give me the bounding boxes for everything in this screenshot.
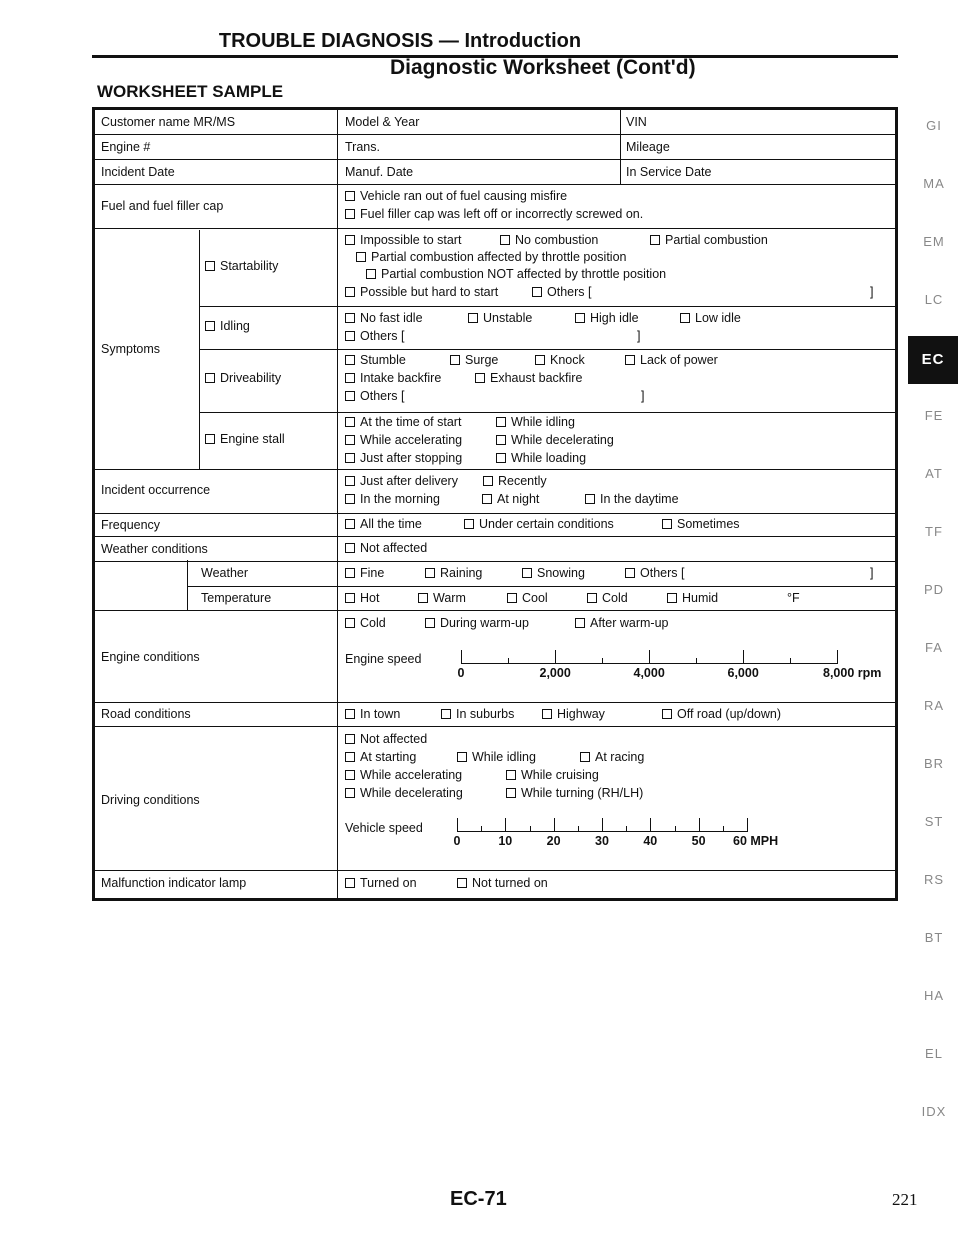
scale-tick-label: 0 bbox=[453, 834, 461, 848]
checkbox[interactable] bbox=[506, 770, 516, 780]
row-line bbox=[95, 726, 895, 727]
scale-major-tick bbox=[649, 650, 650, 664]
checkbox[interactable] bbox=[575, 618, 585, 628]
row-line bbox=[187, 586, 895, 587]
dc-accelerating: While accelerating bbox=[345, 768, 462, 783]
scale-major-tick bbox=[461, 650, 462, 664]
dc-not-affected: Not affected bbox=[345, 732, 427, 747]
driveability-label: Driveability bbox=[205, 371, 281, 386]
vin-label: VIN bbox=[626, 115, 647, 129]
checkbox[interactable] bbox=[345, 568, 355, 578]
mil-label: Malfunction indicator lamp bbox=[101, 876, 247, 890]
checkbox[interactable] bbox=[500, 235, 510, 245]
checkbox[interactable] bbox=[450, 355, 460, 365]
row-line bbox=[95, 702, 895, 703]
symptom-sub-divider bbox=[199, 230, 200, 470]
scale-tick-label: 10 bbox=[498, 834, 513, 848]
startability-label: Startability bbox=[205, 259, 278, 274]
temp-warm: Warm bbox=[418, 591, 466, 606]
stall-idling: While idling bbox=[496, 415, 575, 430]
scale-minor-tick bbox=[790, 658, 791, 664]
scale-major-tick bbox=[650, 818, 651, 832]
road-suburbs: In suburbs bbox=[441, 707, 514, 722]
checkbox[interactable] bbox=[345, 618, 355, 628]
weather-others: Others [ bbox=[625, 566, 684, 581]
mil-off: Not turned on bbox=[457, 876, 548, 891]
checkbox[interactable] bbox=[345, 878, 355, 888]
scale-major-tick bbox=[602, 818, 603, 832]
scale-major-tick bbox=[555, 650, 556, 664]
row-line bbox=[199, 412, 895, 413]
checkbox[interactable] bbox=[507, 593, 517, 603]
drive-surge: Surge bbox=[450, 353, 498, 368]
drive-stumble: Stumble bbox=[345, 353, 406, 368]
side-tab-em[interactable]: EM bbox=[923, 234, 945, 249]
start-partial-affected: Partial combustion affected by throttle position bbox=[356, 250, 626, 265]
checkbox[interactable] bbox=[345, 287, 355, 297]
checkbox[interactable] bbox=[345, 191, 355, 201]
checkbox[interactable] bbox=[345, 734, 355, 744]
scale-tick-label: 6,000 bbox=[727, 666, 759, 680]
section-title: WORKSHEET SAMPLE bbox=[97, 82, 284, 101]
checkbox[interactable] bbox=[535, 355, 545, 365]
side-tab-ec[interactable]: EC bbox=[908, 336, 958, 384]
weather-conditions-label: Weather conditions bbox=[101, 542, 208, 556]
checkbox[interactable] bbox=[587, 593, 597, 603]
occ-recently: Recently bbox=[483, 474, 547, 489]
drive-lack-power: Lack of power bbox=[625, 353, 718, 368]
weather-sub-divider bbox=[187, 560, 188, 610]
occ-delivery: Just after delivery bbox=[345, 474, 458, 489]
checkbox[interactable] bbox=[205, 373, 215, 383]
checkbox[interactable] bbox=[650, 235, 660, 245]
fuel-option-misfire: Vehicle ran out of fuel causing misfire bbox=[345, 189, 567, 204]
stall-accelerating: While accelerating bbox=[345, 433, 462, 448]
fuel-cap-label: Fuel and fuel filler cap bbox=[101, 199, 224, 213]
engine-stall-label: Engine stall bbox=[205, 432, 285, 447]
checkbox[interactable] bbox=[345, 593, 355, 603]
checkbox[interactable] bbox=[345, 770, 355, 780]
checkbox[interactable] bbox=[345, 752, 355, 762]
checkbox[interactable] bbox=[457, 878, 467, 888]
mileage-label: Mileage bbox=[626, 140, 670, 154]
start-others-close: ] bbox=[870, 285, 874, 299]
scale-major-tick bbox=[505, 818, 506, 832]
row-line bbox=[95, 184, 895, 185]
checkbox[interactable] bbox=[585, 494, 595, 504]
weather-label: Weather bbox=[201, 566, 249, 580]
checkbox[interactable] bbox=[482, 494, 492, 504]
checkbox[interactable] bbox=[522, 568, 532, 578]
freq-sometimes: Sometimes bbox=[662, 517, 740, 532]
row-line bbox=[95, 561, 895, 562]
idle-unstable: Unstable bbox=[468, 311, 532, 326]
page-header-title: TROUBLE DIAGNOSIS — Introduction bbox=[218, 30, 582, 52]
stall-loading: While loading bbox=[496, 451, 586, 466]
page-header-subtitle: Diagnostic Worksheet (Cont'd) bbox=[390, 56, 696, 79]
scale-major-tick bbox=[554, 818, 555, 832]
checkbox[interactable] bbox=[345, 453, 355, 463]
model-year-label: Model & Year bbox=[345, 115, 420, 129]
driving-conditions-label: Driving conditions bbox=[101, 793, 200, 807]
checkbox[interactable] bbox=[532, 287, 542, 297]
road-highway: Highway bbox=[542, 707, 605, 722]
scale-minor-tick bbox=[481, 826, 482, 832]
drive-intake-backfire: Intake backfire bbox=[345, 371, 441, 386]
side-tab-st[interactable]: ST bbox=[924, 814, 944, 829]
symptoms-label: Symptoms bbox=[101, 342, 161, 356]
scale-tick-label: 50 bbox=[691, 834, 706, 848]
start-no-combustion: No combustion bbox=[500, 233, 598, 248]
side-tab-br[interactable]: BR bbox=[923, 756, 945, 771]
ec-during-warmup: During warm-up bbox=[425, 616, 529, 631]
idle-high: High idle bbox=[575, 311, 639, 326]
checkbox[interactable] bbox=[425, 568, 435, 578]
checkbox[interactable] bbox=[457, 752, 467, 762]
checkbox[interactable] bbox=[345, 709, 355, 719]
ec-cold: Cold bbox=[345, 616, 386, 631]
checkbox[interactable] bbox=[345, 788, 355, 798]
vehicle-speed-label: Vehicle speed bbox=[345, 821, 423, 835]
checkbox[interactable] bbox=[662, 709, 672, 719]
idle-others-close: ] bbox=[637, 329, 641, 343]
checkbox[interactable] bbox=[483, 476, 493, 486]
checkbox[interactable] bbox=[680, 313, 690, 323]
row-line bbox=[95, 536, 895, 537]
scale-tick-label: 4,000 bbox=[633, 666, 665, 680]
engine-number-label: Engine # bbox=[101, 140, 151, 154]
road-conditions-label: Road conditions bbox=[101, 707, 191, 721]
checkbox[interactable] bbox=[345, 519, 355, 529]
dc-turning: While turning (RH/LH) bbox=[506, 786, 643, 801]
scale-major-tick bbox=[747, 818, 748, 832]
checkbox[interactable] bbox=[496, 453, 506, 463]
checkbox[interactable] bbox=[345, 331, 355, 341]
scale-major-tick bbox=[837, 650, 838, 664]
scale-tick-label: 40 bbox=[643, 834, 658, 848]
scale-major-tick bbox=[743, 650, 744, 664]
freq-all: All the time bbox=[345, 517, 422, 532]
checkbox[interactable] bbox=[496, 417, 506, 427]
idling-label: Idling bbox=[205, 319, 250, 334]
weather-others-close: ] bbox=[870, 566, 874, 580]
weather-fine: Fine bbox=[345, 566, 384, 581]
row-line bbox=[95, 610, 895, 611]
dc-idling: While idling bbox=[457, 750, 536, 765]
temp-cold: Cold bbox=[587, 591, 628, 606]
occ-morning: In the morning bbox=[345, 492, 440, 507]
checkbox[interactable] bbox=[345, 209, 355, 219]
temp-humid: Humid bbox=[667, 591, 718, 606]
idle-low: Low idle bbox=[680, 311, 741, 326]
engine-speed-scale bbox=[457, 650, 882, 680]
side-tab-bt[interactable]: BT bbox=[924, 930, 944, 945]
stall-start: At the time of start bbox=[345, 415, 461, 430]
checkbox[interactable] bbox=[475, 373, 485, 383]
row-line bbox=[95, 228, 895, 229]
freq-certain: Under certain conditions bbox=[464, 517, 614, 532]
checkbox[interactable] bbox=[205, 321, 215, 331]
checkbox[interactable] bbox=[356, 252, 366, 262]
page-code: EC-71 bbox=[450, 1188, 507, 1210]
row-line bbox=[95, 159, 895, 160]
checkbox[interactable] bbox=[625, 355, 635, 365]
road-offroad: Off road (up/down) bbox=[662, 707, 781, 722]
checkbox[interactable] bbox=[345, 313, 355, 323]
vehicle-speed-scale bbox=[453, 818, 779, 848]
dc-decelerating: While decelerating bbox=[345, 786, 463, 801]
checkbox[interactable] bbox=[441, 709, 451, 719]
side-tab-el[interactable]: EL bbox=[925, 1046, 943, 1061]
row-line bbox=[95, 870, 895, 871]
scale-minor-tick bbox=[675, 826, 676, 832]
scale-tick-label: 60 MPH bbox=[733, 834, 779, 848]
side-tab-tf[interactable]: TF bbox=[925, 524, 943, 539]
checkbox[interactable] bbox=[667, 593, 677, 603]
incident-date-label: Incident Date bbox=[101, 165, 175, 179]
side-tab-fa[interactable]: FA bbox=[925, 640, 943, 655]
side-tab-lc[interactable]: LC bbox=[924, 292, 944, 307]
side-tab-fe[interactable]: FE bbox=[924, 408, 944, 423]
start-partial-not: Partial combustion NOT affected by throttle position bbox=[366, 267, 666, 282]
checkbox[interactable] bbox=[468, 313, 478, 323]
road-town: In town bbox=[345, 707, 400, 722]
stall-decelerating: While decelerating bbox=[496, 433, 614, 448]
checkbox[interactable] bbox=[345, 435, 355, 445]
drive-exhaust-backfire: Exhaust backfire bbox=[475, 371, 582, 386]
scale-tick-label: 20 bbox=[546, 834, 561, 848]
checkbox[interactable] bbox=[205, 434, 215, 444]
row-line bbox=[95, 513, 895, 514]
checkbox[interactable] bbox=[464, 519, 474, 529]
engine-speed-label: Engine speed bbox=[345, 652, 422, 666]
checkbox[interactable] bbox=[542, 709, 552, 719]
ec-after-warmup: After warm-up bbox=[575, 616, 669, 631]
side-tab-pd[interactable]: PD bbox=[923, 582, 945, 597]
scale-minor-tick bbox=[508, 658, 509, 664]
checkbox[interactable] bbox=[506, 788, 516, 798]
drive-others-close: ] bbox=[641, 389, 645, 403]
weather-raining: Raining bbox=[425, 566, 482, 581]
checkbox[interactable] bbox=[345, 391, 355, 401]
scale-minor-tick bbox=[578, 826, 579, 832]
checkbox[interactable] bbox=[205, 261, 215, 271]
checkbox[interactable] bbox=[345, 543, 355, 553]
side-tab-ra[interactable]: RA bbox=[923, 698, 945, 713]
start-partial: Partial combustion bbox=[650, 233, 768, 248]
row-line bbox=[95, 134, 895, 135]
scale-minor-tick bbox=[626, 826, 627, 832]
page-number: 221 bbox=[892, 1190, 918, 1209]
dc-cruising: While cruising bbox=[506, 768, 599, 783]
scale-minor-tick bbox=[723, 826, 724, 832]
checkbox[interactable] bbox=[425, 618, 435, 628]
checkbox[interactable] bbox=[345, 235, 355, 245]
in-service-date-label: In Service Date bbox=[626, 165, 712, 179]
checkbox[interactable] bbox=[418, 593, 428, 603]
checkbox[interactable] bbox=[345, 494, 355, 504]
fuel-option-cap: Fuel filler cap was left off or incorrectly screwed on. bbox=[345, 207, 643, 222]
drive-knock: Knock bbox=[535, 353, 585, 368]
scale-tick-label: 30 bbox=[595, 834, 609, 848]
scale-tick-label: 0 bbox=[457, 666, 465, 680]
worksheet-table bbox=[92, 107, 898, 901]
temp-cool: Cool bbox=[507, 591, 548, 606]
dc-racing: At racing bbox=[580, 750, 644, 765]
side-tab-ha[interactable]: HA bbox=[923, 988, 945, 1003]
checkbox[interactable] bbox=[366, 269, 376, 279]
vin-column-divider bbox=[620, 110, 621, 185]
manuf-date-label: Manuf. Date bbox=[345, 165, 414, 179]
checkbox[interactable] bbox=[662, 519, 672, 529]
occ-night: At night bbox=[482, 492, 539, 507]
side-tab-idx[interactable]: IDX bbox=[921, 1104, 947, 1119]
drive-others: Others [ bbox=[345, 389, 404, 404]
side-tab-at[interactable]: AT bbox=[925, 466, 943, 481]
side-tab-gi[interactable]: GI bbox=[926, 118, 942, 133]
temp-unit: °F bbox=[787, 591, 800, 605]
incident-occurrence-label: Incident occurrence bbox=[101, 483, 211, 497]
checkbox[interactable] bbox=[345, 476, 355, 486]
checkbox[interactable] bbox=[345, 355, 355, 365]
checkbox[interactable] bbox=[575, 313, 585, 323]
customer-name-label: Customer name MR/MS bbox=[101, 115, 236, 129]
checkbox[interactable] bbox=[496, 435, 506, 445]
occ-daytime: In the daytime bbox=[585, 492, 679, 507]
checkbox[interactable] bbox=[345, 417, 355, 427]
temperature-label: Temperature bbox=[201, 591, 272, 605]
checkbox[interactable] bbox=[345, 373, 355, 383]
start-hard: Possible but hard to start bbox=[345, 285, 498, 300]
row-line bbox=[199, 306, 895, 307]
checkbox[interactable] bbox=[580, 752, 590, 762]
scale-tick-label: 2,000 bbox=[539, 666, 571, 680]
idle-others: Others [ bbox=[345, 329, 404, 344]
scale-tick-label: 8,000 rpm bbox=[823, 666, 882, 680]
frequency-label: Frequency bbox=[101, 518, 161, 532]
scale-minor-tick bbox=[696, 658, 697, 664]
start-impossible: Impossible to start bbox=[345, 233, 461, 248]
scale-major-tick bbox=[699, 818, 700, 832]
scale-minor-tick bbox=[530, 826, 531, 832]
trans-label: Trans. bbox=[345, 140, 380, 154]
weather-not-affected: Not affected bbox=[345, 541, 427, 556]
idle-no-fast: No fast idle bbox=[345, 311, 423, 326]
scale-major-tick bbox=[457, 818, 458, 832]
side-tab-ma[interactable]: MA bbox=[923, 176, 945, 191]
temp-hot: Hot bbox=[345, 591, 379, 606]
checkbox[interactable] bbox=[625, 568, 635, 578]
stall-stopping: Just after stopping bbox=[345, 451, 462, 466]
mil-on: Turned on bbox=[345, 876, 417, 891]
dc-starting: At starting bbox=[345, 750, 416, 765]
row-line bbox=[199, 349, 895, 350]
row-line bbox=[95, 469, 895, 470]
weather-snowing: Snowing bbox=[522, 566, 585, 581]
start-others: Others [ bbox=[532, 285, 591, 300]
engine-conditions-label: Engine conditions bbox=[101, 650, 200, 664]
side-tab-rs[interactable]: RS bbox=[923, 872, 945, 887]
scale-minor-tick bbox=[602, 658, 603, 664]
